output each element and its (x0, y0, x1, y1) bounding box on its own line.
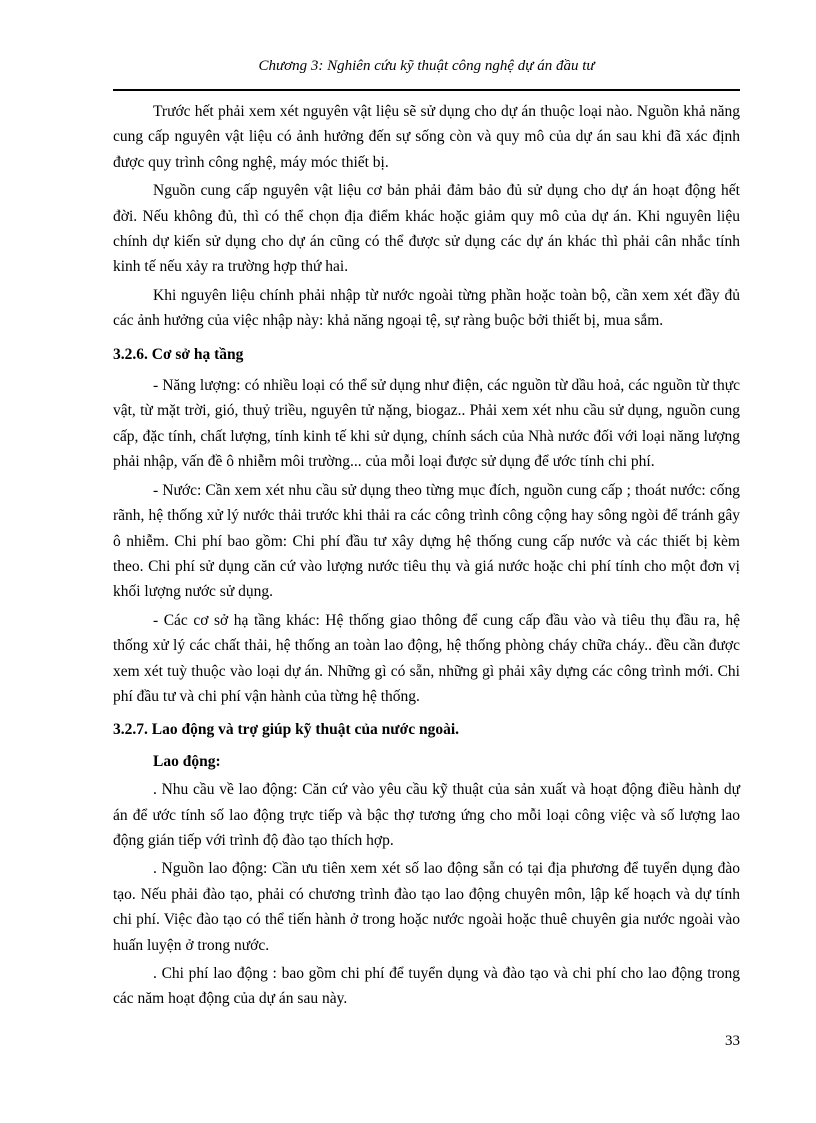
paragraph: Nguồn cung cấp nguyên vật liệu cơ bản phải đảm bảo đủ sử dụng cho dự án hoạt động hết đời. Nếu không đủ, thì có thể chọn địa điểm khác hoặc giảm quy mô của dự án. Khi nguyên liệu chính dự kiến sử dụng cho dự án cũng có thể được sử dụng các dự án khác thì phải cân nhắc tính kinh tế nếu xảy ra trường hợp thứ hai. (113, 182, 740, 276)
page-number: 33 (725, 1033, 740, 1049)
chapter-title: Chương 3: Nghiên cứu kỹ thuật công nghệ dự án đầu tư (258, 58, 595, 74)
document-body (113, 99, 740, 1012)
paragraph: . Nhu cầu về lao động: Căn cứ vào yêu cầu kỹ thuật của sản xuất và hoạt động điều hành dự án để ước tính số lao động trực tiếp và bậc thợ tương ứng cho mỗi loại công việc và số lượng lao động gián tiếp với trình độ đào tạo thích hợp. (113, 781, 740, 849)
paragraph: - Năng lượng: có nhiều loại có thể sử dụng như điện, các nguồn từ dầu hoả, các nguồn từ thực vật, từ mặt trời, gió, thuỷ triều, nguyên tử nặng, biogaz.. Phải xem xét nhu cầu sử dụng, nguồn cung cấp, đặc tính, chất lượng, tính kinh tế khi sử dụng, chính sách của Nhà nước đối với loại năng lượng phải nhập, vấn đề ô nhiễm môi trường... của mỗi loại được sử dụng để ước tính chi phí. (113, 377, 740, 471)
paragraph: Trước hết phải xem xét nguyên vật liệu sẽ sử dụng cho dự án thuộc loại nào. Nguồn khả năng cung cấp nguyên vật liệu có ảnh hưởng đến sự sống còn và quy mô của dự án sau khi đã xác định được quy trình công nghệ, máy móc thiết bị. (113, 103, 740, 171)
paragraph: . Chi phí lao động : bao gồm chi phí để tuyển dụng và đào tạo và chi phí cho lao động trong các năm hoạt động của dự án sau này. (113, 965, 740, 1008)
section-heading: 3.2.7. Lao động và trợ giúp kỹ thuật của nước ngoài. (113, 721, 459, 739)
paragraph: . Nguồn lao động: Cần ưu tiên xem xét số lao động sẵn có tại địa phương để tuyển dụng đào tạo. Nếu phải đào tạo, phải có chương trình đào tạo lao động chuyên môn, lập kế hoạch và dự tính chi phí. Việc đào tạo có thể tiến hành ở trong hoặc nước ngoài hoặc thuê chuyên gia nước ngoài vào huấn luyện ở trong nước. (113, 860, 740, 954)
paragraph: Khi nguyên liệu chính phải nhập từ nước ngoài từng phần hoặc toàn bộ, cần xem xét đầy đủ các ảnh hưởng của việc nhập này: khả năng ngoại tệ, sự ràng buộc bởi thiết bị, mua sắm. (113, 286, 740, 330)
subsection-heading: Lao động: (153, 752, 221, 770)
header-rule (113, 89, 740, 91)
paragraph: - Nước: Cần xem xét nhu cầu sử dụng theo từng mục đích, nguồn cung cấp ; thoát nước: cống rãnh, hệ thống xử lý nước thải trước khi thải ra các công trình công cộng hay sông ngòi để tránh gây ô nhiễm. Chi phí bao gồm: Chi phí đầu tư xây dựng hệ thống cung cấp nước và các thiết bị kèm theo. Chi phí sử dụng căn cứ vào lượng nước tiêu thụ và giá nước hoặc chi phí tính cho một đơn vị khối lượng nước sử dụng. (113, 481, 740, 601)
page-header (113, 0, 740, 91)
section-heading: 3.2.6. Cơ sở hạ tầng (113, 345, 244, 363)
paragraph: - Các cơ sở hạ tầng khác: Hệ thống giao thông để cung cấp đầu vào và tiêu thụ đầu ra, hệ thống xử lý các chất thải, hệ thống an toàn lao động, hệ thống phòng cháy chữa cháy.. đều cần được xem xét tuỳ thuộc vào loại dự án. Những gì có sẵn, những gì phải xây dựng các công trình mới. Chi phí đầu tư và chi phí vận hành của từng hệ thống. (113, 611, 740, 705)
